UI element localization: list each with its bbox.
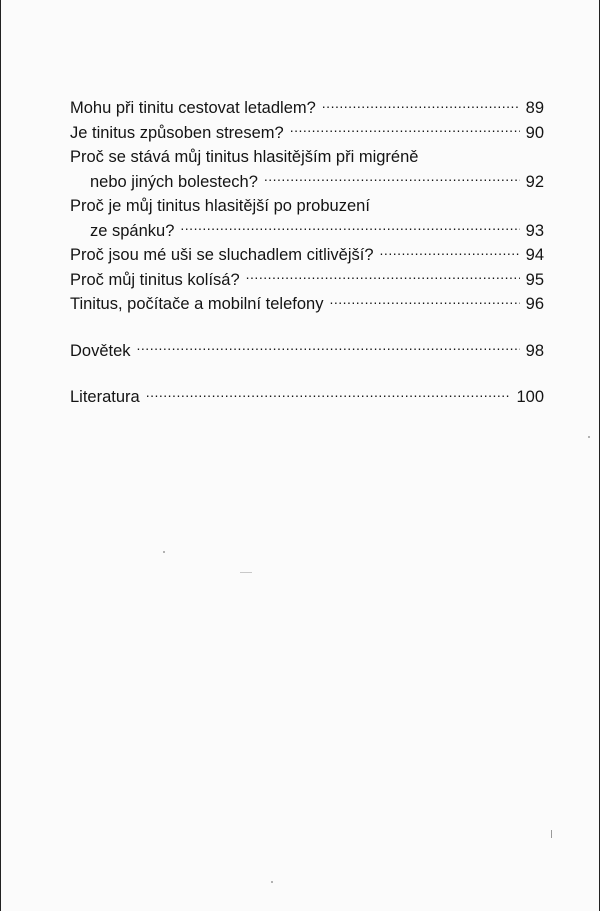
paper-speck <box>588 436 590 438</box>
toc-entry <box>70 121 544 146</box>
toc-entry-page: 100 <box>516 388 544 406</box>
dot-leader <box>380 244 520 261</box>
toc-entry <box>70 268 544 293</box>
dot-leader <box>329 293 519 310</box>
dot-leader <box>146 386 511 403</box>
toc-entry <box>70 292 544 317</box>
toc-entry <box>70 170 544 195</box>
toc-entry-page: 90 <box>525 123 544 142</box>
toc-entry-title: Dovětek <box>70 341 131 360</box>
section-spacer <box>70 317 544 339</box>
toc-entry-title-line: Proč je můj tinitus hlasitější po probuzení <box>70 197 370 215</box>
table-of-contents <box>70 96 544 410</box>
paper-speck <box>240 572 252 573</box>
toc-entry-title: Literatura <box>70 388 140 406</box>
paper-speck <box>551 830 552 838</box>
toc-entry-title: Proč jsou mé uši se sluchadlem citlivější? <box>70 246 374 264</box>
toc-entry-page: 93 <box>525 221 544 240</box>
toc-entry <box>70 339 544 364</box>
toc-entry-title: Mohu při tinitu cestovat letadlem? <box>70 99 316 117</box>
left-page-edge <box>0 0 1 911</box>
toc-entry-title-line: Proč se stává můj tinitus hlasitějším při migréně <box>70 148 419 166</box>
dot-leader <box>290 121 520 138</box>
toc-entry <box>70 385 544 410</box>
dot-leader <box>264 170 520 187</box>
dot-leader <box>322 97 520 114</box>
toc-entry-title: Tinitus, počítače a mobilní telefony <box>70 295 324 313</box>
toc-entry-page: 94 <box>525 246 544 264</box>
toc-entry-title: Proč můj tinitus kolísá? <box>70 270 240 289</box>
paper-speck <box>163 551 165 553</box>
toc-entry-page: 89 <box>525 99 544 117</box>
dot-leader <box>137 339 520 356</box>
section-spacer <box>70 363 544 385</box>
toc-entry-title: ze spánku? <box>90 221 175 240</box>
dot-leader <box>246 268 520 285</box>
paper-speck <box>271 881 273 883</box>
toc-entry-title: nebo jiných bolestech? <box>90 172 258 191</box>
toc-entry <box>70 96 544 121</box>
toc-entry-page: 95 <box>525 270 544 289</box>
toc-entry-page: 98 <box>525 341 544 360</box>
toc-entry-page: 96 <box>525 295 544 313</box>
toc-entry-page: 92 <box>525 172 544 191</box>
toc-entry <box>70 243 544 268</box>
dot-leader <box>180 219 519 236</box>
toc-entry-title: Je tinitus způsoben stresem? <box>70 123 284 142</box>
toc-entry <box>70 219 544 244</box>
